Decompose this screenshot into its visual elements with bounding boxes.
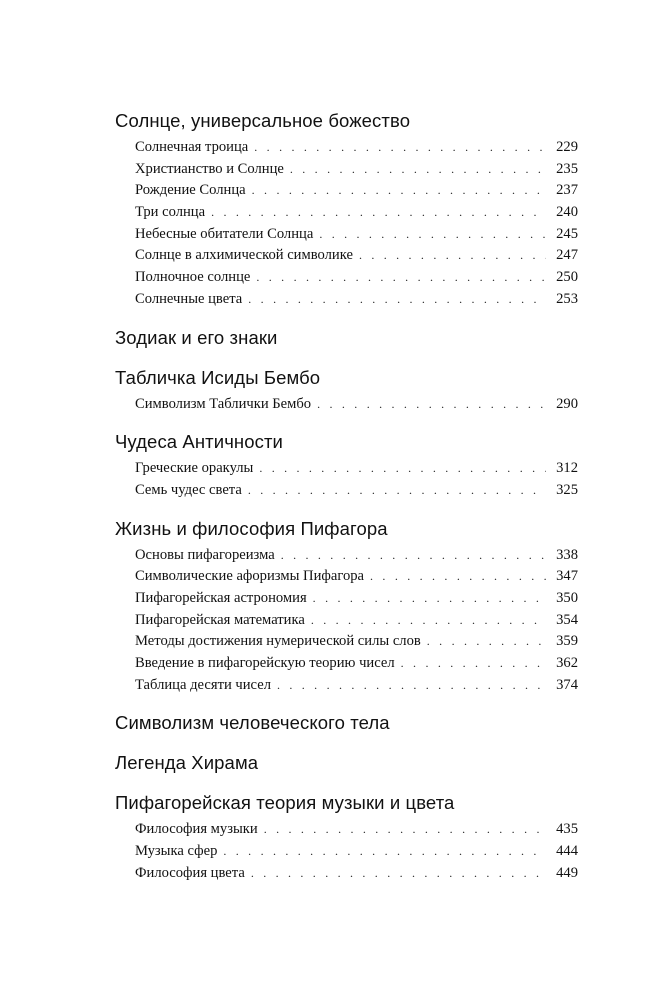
toc-entry-page-number: 338 <box>556 546 578 563</box>
dot-leader <box>290 159 546 181</box>
dot-leader <box>259 458 546 480</box>
dot-leader <box>427 631 546 653</box>
toc-entry-title: Методы достижения нумерической силы слов <box>135 633 421 650</box>
toc-section <box>115 108 578 311</box>
toc-section <box>115 325 578 351</box>
toc-section <box>115 790 578 884</box>
toc-entry-page-number: 435 <box>556 821 578 838</box>
toc-entry <box>115 224 578 246</box>
toc-chapter-heading: Табличка Исиды Бембо <box>115 366 321 388</box>
toc-entry <box>115 819 578 841</box>
toc-entry-list <box>115 137 578 311</box>
toc-entry-title: Пифагорейская астрономия <box>135 589 307 606</box>
toc-entry-page-number: 247 <box>556 247 578 264</box>
dot-leader <box>251 863 546 885</box>
table-of-contents <box>115 108 578 884</box>
toc-entry-page-number: 449 <box>556 864 578 881</box>
toc-chapter-heading: Солнце, универсальное божество <box>115 110 411 131</box>
dot-leader <box>248 289 546 311</box>
toc-entry <box>115 180 578 202</box>
dot-leader <box>317 394 546 416</box>
dot-leader <box>277 675 546 697</box>
toc-entry <box>115 289 578 311</box>
toc-chapter-heading: Зодиак и его знаки <box>115 326 278 348</box>
toc-section <box>115 750 578 776</box>
toc-entry-title: Философия музыки <box>135 821 258 838</box>
toc-entry-title: Три солнца <box>135 204 206 221</box>
toc-entry <box>115 841 578 863</box>
toc-entry <box>115 675 578 697</box>
toc-chapter-heading: Символизм человеческого тела <box>115 712 390 734</box>
toc-entry-page-number: 250 <box>556 269 578 286</box>
dot-leader <box>281 545 546 567</box>
toc-chapter-heading: Жизнь и философия Пифагора <box>115 517 388 539</box>
toc-entry-title: Христианство и Солнце <box>135 160 284 177</box>
dot-leader <box>359 245 546 267</box>
toc-entry-page-number: 347 <box>556 568 578 585</box>
toc-entry <box>115 566 578 588</box>
toc-entry-title: Небесные обитатели Солнца <box>135 225 314 242</box>
toc-entry-list <box>115 394 578 416</box>
toc-chapter-heading: Чудеса Античности <box>115 431 283 453</box>
toc-entry-title: Полночное солнце <box>135 269 251 286</box>
toc-entry <box>115 631 578 653</box>
toc-entry-page-number: 229 <box>556 139 578 155</box>
toc-entry-page-number: 354 <box>556 611 578 628</box>
toc-chapter-heading: Легенда Хирама <box>115 752 259 774</box>
toc-chapter-heading: Пифагорейская теория музыки и цвета <box>115 792 455 814</box>
toc-entry-title: Пифагорейская математика <box>135 611 305 628</box>
dot-leader <box>252 180 546 202</box>
dot-leader <box>311 610 546 632</box>
toc-entry-title: Солнечная троица <box>135 139 249 155</box>
toc-entry <box>115 480 578 502</box>
dot-leader <box>248 480 546 502</box>
toc-entry-page-number: 237 <box>556 182 578 199</box>
toc-entry-page-number: 350 <box>556 589 578 606</box>
toc-entry-title: Греческие оракулы <box>135 460 254 477</box>
toc-entry-page-number: 359 <box>556 633 578 650</box>
toc-entry <box>115 545 578 567</box>
toc-entry-list <box>115 458 578 501</box>
toc-entry <box>115 245 578 267</box>
toc-entry-page-number: 235 <box>556 160 578 177</box>
toc-entry-list <box>115 545 578 697</box>
toc-entry <box>115 588 578 610</box>
toc-entry-title: Символические афоризмы Пифагора <box>135 568 365 585</box>
dot-leader <box>370 566 546 588</box>
toc-entry-title: Основы пифагореизма <box>135 546 275 563</box>
toc-entry-title: Рождение Солнца <box>135 182 246 199</box>
dot-leader <box>256 267 546 289</box>
toc-entry-page-number: 253 <box>556 290 578 307</box>
toc-entry-title: Музыка сфер <box>135 843 218 860</box>
toc-entry-page-number: 374 <box>556 676 578 693</box>
toc-entry-list <box>115 819 578 884</box>
toc-entry <box>115 137 578 159</box>
toc-entry-page-number: 362 <box>556 655 578 671</box>
toc-section <box>115 710 578 736</box>
dot-leader <box>319 224 546 246</box>
toc-entry-title: Введение в пифагорейскую теорию чисел <box>135 655 395 671</box>
toc-entry-title: Символизм Таблички Бембо <box>135 395 312 412</box>
toc-entry-page-number: 240 <box>556 204 578 221</box>
dot-leader <box>313 588 546 610</box>
toc-entry <box>115 653 578 675</box>
toc-entry <box>115 863 578 885</box>
toc-entry <box>115 159 578 181</box>
dot-leader <box>264 819 546 841</box>
toc-entry-title: Философия цвета <box>135 864 245 881</box>
toc-section <box>115 516 578 697</box>
toc-entry <box>115 610 578 632</box>
dot-leader <box>254 137 546 159</box>
toc-entry-page-number: 312 <box>556 460 578 477</box>
toc-entry-title: Солнце в алхимической символике <box>135 247 353 264</box>
toc-entry-page-number: 245 <box>556 225 578 242</box>
dot-leader <box>211 202 546 224</box>
toc-entry-page-number: 444 <box>556 843 578 860</box>
toc-entry <box>115 202 578 224</box>
toc-entry-page-number: 290 <box>556 395 578 412</box>
toc-entry-title: Солнечные цвета <box>135 290 243 307</box>
toc-entry-title: Таблица десяти чисел <box>135 676 271 693</box>
dot-leader <box>223 841 546 863</box>
toc-entry <box>115 267 578 289</box>
toc-entry-page-number: 325 <box>556 481 578 498</box>
toc-entry <box>115 458 578 480</box>
dot-leader <box>401 653 546 675</box>
toc-section <box>115 365 578 416</box>
toc-entry-title: Семь чудес света <box>135 481 242 498</box>
toc-entry <box>115 394 578 416</box>
toc-section <box>115 429 578 501</box>
